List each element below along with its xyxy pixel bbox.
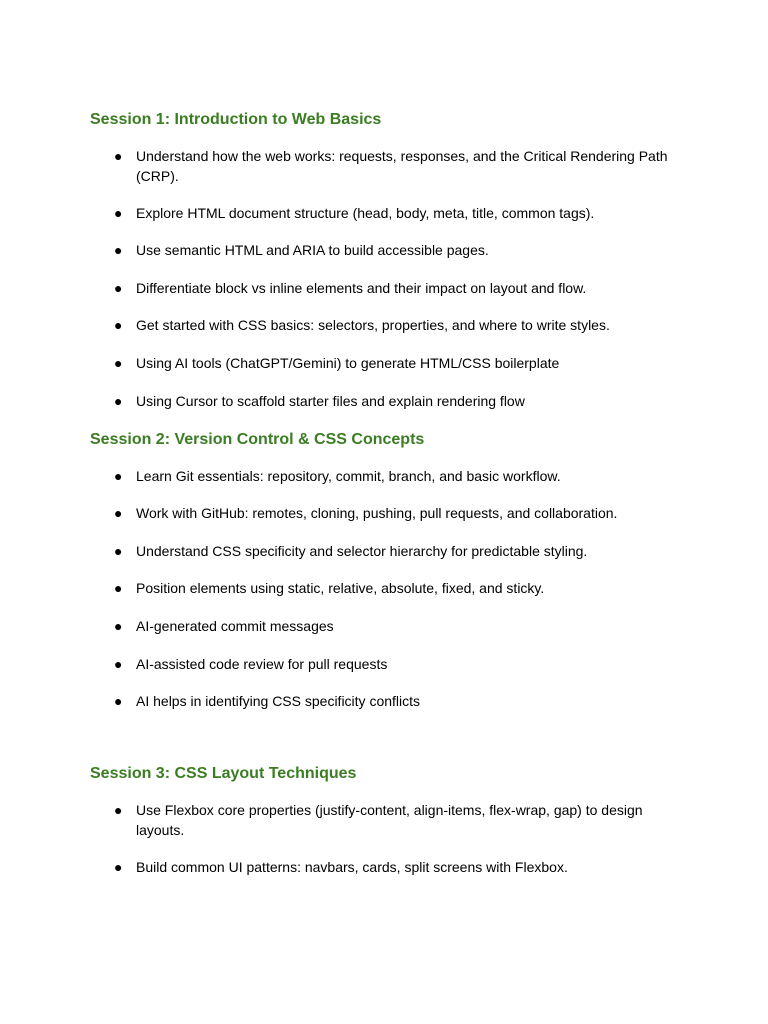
list-item-text: Learn Git essentials: repository, commit, branch, and basic workflow. (136, 468, 561, 484)
list-item (0, 800, 768, 840)
bullet-icon: ● (114, 543, 123, 559)
list-item-text: AI helps in identifying CSS specificity conflicts (136, 693, 421, 709)
bullet-icon: ● (114, 693, 123, 709)
bullet-icon: ● (114, 618, 123, 634)
session-1-heading: Session 1: Introduction to Web Basics (90, 111, 382, 128)
list-item (0, 240, 768, 260)
bullet-icon: ● (114, 205, 123, 221)
list-item-text: Understand CSS specificity and selector hierarchy for predictable styling. (136, 543, 588, 559)
list-item (0, 578, 768, 598)
list-item-text: Explore HTML document structure (head, body, meta, title, common tags). (136, 205, 595, 221)
list-item-text: Understand how the web works: requests, responses, and the Critical Rendering Path (CRP). (136, 148, 668, 184)
list-item-text: Use Flexbox core properties (justify-content, align-items, flex-wrap, gap) to design layouts. (136, 802, 643, 838)
list-item (0, 466, 768, 486)
list-item-text: Position elements using static, relative, absolute, fixed, and sticky. (136, 580, 545, 596)
list-item (0, 203, 768, 223)
list-item (0, 541, 768, 561)
list-item (0, 654, 768, 674)
bullet-icon: ● (114, 317, 123, 333)
list-item-text: Work with GitHub: remotes, cloning, pushing, pull requests, and collaboration. (136, 505, 618, 521)
list-item (0, 353, 768, 373)
list-item (0, 146, 768, 186)
bullet-icon: ● (114, 802, 123, 818)
bullet-icon: ● (114, 468, 123, 484)
list-item (0, 315, 768, 335)
list-item (0, 857, 768, 877)
bullet-icon: ● (114, 280, 123, 296)
list-item (0, 503, 768, 523)
bullet-icon: ● (114, 505, 123, 521)
session-2-list (0, 466, 768, 711)
list-item-text: Differentiate block vs inline elements and their impact on layout and flow. (136, 280, 587, 296)
list-item-text: AI-generated commit messages (136, 618, 334, 634)
session-2-heading: Session 2: Version Control & CSS Concepts (90, 431, 425, 448)
session-3-heading: Session 3: CSS Layout Techniques (90, 765, 357, 782)
list-item-text: Get started with CSS basics: selectors, properties, and where to write styles. (136, 317, 610, 333)
bullet-icon: ● (114, 355, 123, 371)
list-item-text: Using Cursor to scaffold starter files and explain rendering flow (136, 393, 525, 409)
list-item (0, 278, 768, 298)
list-item-text: Build common UI patterns: navbars, cards, split screens with Flexbox. (136, 859, 568, 875)
bullet-icon: ● (114, 859, 123, 875)
session-3-list (0, 800, 768, 877)
list-item-text: Use semantic HTML and ARIA to build accessible pages. (136, 242, 489, 258)
bullet-icon: ● (114, 393, 123, 409)
list-item (0, 616, 768, 636)
list-item (0, 691, 768, 711)
list-item-text: Using AI tools (ChatGPT/Gemini) to generate HTML/CSS boilerplate (136, 355, 560, 371)
list-item (0, 391, 768, 411)
session-1-list (0, 146, 768, 411)
bullet-icon: ● (114, 242, 123, 258)
bullet-icon: ● (114, 148, 123, 164)
bullet-icon: ● (114, 580, 123, 596)
bullet-icon: ● (114, 656, 123, 672)
list-item-text: AI-assisted code review for pull requests (136, 656, 388, 672)
